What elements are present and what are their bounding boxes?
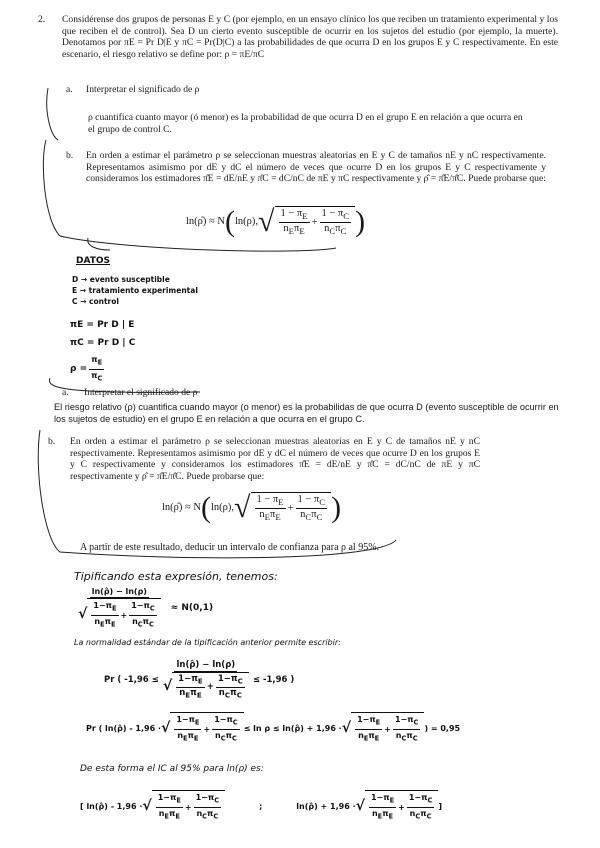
datos-heading: DATOS <box>76 256 111 266</box>
prob-statement-1: Pr ( -1,96 ≤ ln(ρ̂) − ln(ρ) √ $\frac{1-\pi_E}{n_E\pi_E}$ + $\frac{1-\pi_C}{n_C\pi_C}$ ≤ -1,96 ) <box>104 660 295 700</box>
standardized-expression: ln(ρ̂) − ln(ρ) √ $\frac{1-\pi_E}{n_E\pi_E}$ + $\frac{1-\pi_C}{n_C\pi_C}$ ≈ N(0,1) <box>78 587 214 629</box>
formula-lognormal-2: ln(ρ̂) ≈ N ( ln(ρ), √ $\frac{1 - \pi_E}{n_E\pi_E}$ + $\frac{1 - \pi_C}{n_C\pi_C}$ ) <box>162 490 342 524</box>
problem-number: 2. <box>38 14 46 25</box>
prob-statement-2: Pr ( ln(ρ̂) - 1,96 · √ $\frac{1-\pi_E}{n_E\pi_E}$ + $\frac{1-\pi_C}{n_C\pi_C}$ ≤ ln ρ ≤ ln(ρ̂) + 1,96 · √ $\frac{1-\pi_E}{n_E\pi_E}$ + $\frac{1-\pi_C}{n_C\pi_C}$ ) = 0,95 <box>86 712 460 744</box>
ci-request: A partir de este resultado, deducir un intervalo de confianza para ρ al 95%. <box>80 542 380 553</box>
item-b2-text: En orden a estimar el parámetro ρ se seleccionan muestras aleatorias en E y C de tamaños nE y nC respectivamente. Representamos asimismo por dE y dC el número de veces que ocurre D en los grupos E y C respectivamente y consideramos los estimadores π̂E = dE/nE y π̂C = dC/nC de πE y πC respectivamente y ρ̂ = π̂E/π̂C. Puede probarse que: <box>70 436 480 482</box>
item-a-label: a. <box>66 84 73 95</box>
item-a-text: Interpretar el significado de ρ <box>86 84 200 95</box>
pi-e-def: πE = Pr D | E <box>70 320 135 330</box>
de-esta-forma-text: De esta forma el IC al 95% para ln(ρ) es: <box>80 764 264 774</box>
normalidad-text: La normalidad estándar de la tipificación anterior permite escribir: <box>74 638 341 647</box>
item-a2-answer: El riesgo relativo (ρ) cuantifica cuando mayor (o menor) es la probabilidas de que ocurra D (evento susceptible de ocurrir en los sujetos de estudio) en el grupo E en relación a que ocurra en el grupo C. <box>54 402 559 424</box>
def-d: D → evento susceptible <box>72 275 170 284</box>
formula-lognormal-1: ln(ρ̂) ≈ N ( ln(ρ), √ $\frac{1 - \pi_E}{n_E\pi_E}$ + $\frac{1 - \pi_C}{n_C\pi_C}$ ) <box>186 204 366 238</box>
rho-def: ρ = $\frac{\pi_E}{\pi_C}$ <box>70 355 103 383</box>
problem-intro: Considérense dos grupos de personas E y C (por ejemplo, en un ensayo clínico los que reciben un tratamiento experimental y los que reciben el de control). Sea D un cierto evento susceptible de ocurrir en los sujetos del estudio (por ejemplo, la muerte). Denotamos por πE = Pr D|E y πC = Pr(D|C) a las probabilidades de que ocurra D en los grupos E y C respectivamente. En este escenario, el riesgo relativo se define por: ρ = πE/πC <box>62 14 558 60</box>
def-e: E → tratamiento experimental <box>72 286 198 295</box>
formula-mid: ln(ρ), <box>235 216 259 228</box>
item-a2-label: a. <box>62 387 69 398</box>
confidence-interval: [ ln(ρ̂) - 1,96 · √ $\frac{1-\pi_E}{n_E\pi_E}$ + $\frac{1-\pi_C}{n_C\pi_C}$ ; ln(ρ̂) + 1,96 · √ $\frac{1-\pi_E}{n_E\pi_E}$ + $\frac{1-\pi_C}{n_C\pi_C}$ ] <box>80 790 442 822</box>
tipificando-text: Tipificando esta expresión, tenemos: <box>74 570 278 583</box>
def-c: C → control <box>72 297 119 306</box>
item-a-answer: ρ cuantifica cuanto mayor (ó menor) es la probabilidad de que ocurra D en el grupo E en relación a que ocurra en el grupo de control C. <box>88 112 523 135</box>
item-b-label: b. <box>66 150 74 161</box>
pi-c-def: πC = Pr D | C <box>70 338 136 348</box>
formula-lhs: ln(ρ̂) ≈ N <box>186 216 225 228</box>
item-b2-label: b. <box>48 436 56 447</box>
item-a2-text: Interpretar el significado de ρ <box>84 387 198 398</box>
item-b-text: En orden a estimar el parámetro ρ se seleccionan muestras aleatorias en E y C de tamaños nE y nC respectivamente. Representamos asimismo por dE y dC el número de veces que ocurre D en los grupos E y C respectivamente y consideramos los estimadores π̂E = dE/nE y π̂C = dC/nC de πE y πC respectivamente y ρ̂ = π̂E/π̂C. Puede probarse que: <box>86 150 546 185</box>
